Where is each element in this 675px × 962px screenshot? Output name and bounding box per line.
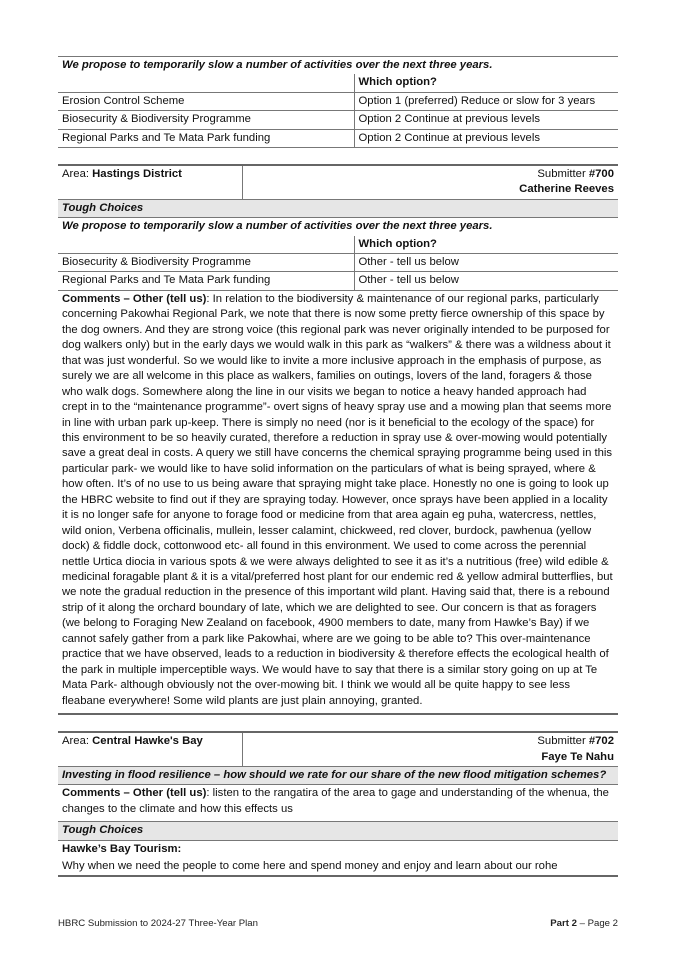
submitter-cell <box>242 732 618 766</box>
submitter-number: #702 <box>588 735 614 748</box>
submitter-cell <box>242 165 618 199</box>
area-name: Hastings District <box>92 168 182 181</box>
submission-header <box>58 165 618 199</box>
selected-option: Option 1 (preferred) Reduce or slow for 3 years <box>354 92 618 110</box>
selected-option: Option 2 Continue at previous levels <box>354 111 618 129</box>
activity-name: Regional Parks and Te Mata Park funding <box>62 274 271 287</box>
which-option-header: Which option? <box>354 236 618 254</box>
proposal-intro: We propose to temporarily slow a number of activities over the next three years. <box>62 59 493 71</box>
area-cell <box>58 732 242 766</box>
tough-choices-heading: Tough Choices <box>62 201 144 214</box>
submitter-label: Submitter <box>537 168 589 181</box>
footer-page: – Page 2 <box>576 918 618 929</box>
selected-option: Other - tell us below <box>354 254 618 272</box>
comments-label: Comments – Other (tell us) <box>62 292 207 305</box>
tough-choices-heading: Tough Choices <box>62 824 144 837</box>
which-option-header: Which option? <box>354 74 618 92</box>
footer-part: Part 2 <box>550 918 577 929</box>
document-page <box>58 56 618 877</box>
submitter-name: Catherine Reeves <box>519 183 614 196</box>
comments-block <box>58 785 618 822</box>
submitter-name: Faye Te Nahu <box>541 750 614 763</box>
comments-block <box>58 290 618 714</box>
activities-table-1 <box>58 56 618 148</box>
table-row <box>58 111 618 129</box>
table-row <box>58 129 618 147</box>
comments-text: : In relation to the biodiversity & maintenance of our regional parks, particularly concerning Pakowhai Regional Park, we note that there is now some pretty fierce ownership of this space by the dog owners. And they are strong voice (this regional park was never originally intended to be purposed for dog walkers only) but in the early days we would walk in this park as “walkers” & there was a wildness about it that was just wonderful. So we would like to invite a more inclusive approach in the emphasis of purpose, as surely we are all welcome in this place as walkers, families on outings, lovers of the land, foragers & those who walk dogs. Somewhere along the line in our visits we began to notice a heavy handed approach had crept in to the “maintenance programme”- overt signs of heavy spray use and a mowing plan that seems more in line with urban park up-keep. There is simply no need (nor is it beneficial to the ecology of the space) for this environment to be so heavily curated, therefore a reduction in spray use & over-mowing would potentially save a great deal in costs. A query we still have concerns the chemical spraying programme being used in this particular park- we would like to have solid information on the particulars of what is being sprayed, where & how often. It’s of no use to us being aware that spraying might take place. Honestly no one is going to look up the HBRC website to find out if they are spraying today. However, once sprays have been applied in a locality it is no longer safe for anyone to forage food or medicine from that area again eg puha, watercress, nettles, wild onion, Verbena officinalis, mullein, lesser calamint, chickweed, red clover, burdock, pawhenua (yellow dock) & fiddle dock, cottonwood etc- all found in this environment. We used to come across the perennial nettle Urtica diocia in various spots & we were always delighted to see it as it’s a nutritious (free) wild edible & medicinal foragable plant & it is a vital/preferred host plant for our endemic red & yellow admiral butterflies, but we note the gradual reduction in the presence of this important wild plant. Having said that, there is a rebound strip of it along the orchard boundary of late, which we are delighted to see. Our concern is that as foragers (we belong to Foraging New Zealand on facebook, 4900 members to date, many from Hawke’s Bay) if we cannot safely gather from a park like Pakowhai, where are we going to be able to? This over-maintenance practice that we have observed, leads to a reduction in biodiversity & therefore effects the ecological health of the park in multiple imperceptible ways. We would have to say that there is a similar story going on up at Te Mata Park- although obviously not the over-mowing bit. I think we would all be quite happy to see less fleabane everywhere! Some wild plants are just plain annoying, granted. <box>62 292 613 707</box>
tourism-heading: Hawke’s Bay Tourism: <box>62 842 182 855</box>
area-name: Central Hawke's Bay <box>92 735 203 748</box>
submission-702 <box>58 731 618 877</box>
submission-700 <box>58 164 618 715</box>
comments-label: Comments – Other (tell us) <box>62 787 207 800</box>
comments-text: : listen to the rangatira of the area to gage and understanding of the whenua, the changes to the climate and how this effects us <box>62 787 609 815</box>
selected-option: Option 2 Continue at previous levels <box>354 129 618 147</box>
table-row <box>58 272 618 290</box>
submitter-number: #700 <box>588 168 614 181</box>
activity-name: Regional Parks and Te Mata Park funding <box>62 131 271 144</box>
area-label: Area: <box>62 168 93 181</box>
activity-name: Biosecurity & Biodiversity Programme <box>62 113 251 126</box>
tourism-text: Why when we need the people to come here and spend money and enjoy and learn about our rohe <box>62 860 558 873</box>
flood-resilience-question: Investing in flood resilience – how should we rate for our share of the new flood mitigation schemes? <box>62 768 607 781</box>
area-cell <box>58 165 242 199</box>
submission-header <box>58 732 618 766</box>
activity-name: Biosecurity & Biodiversity Programme <box>62 256 251 269</box>
submitter-label: Submitter <box>537 735 589 748</box>
selected-option: Other - tell us below <box>354 272 618 290</box>
proposal-intro: We propose to temporarily slow a number of activities over the next three years. <box>62 220 493 233</box>
table-row <box>58 92 618 110</box>
area-label: Area: <box>62 735 93 748</box>
footer-page-number <box>550 918 618 929</box>
table-row <box>58 254 618 272</box>
footer-title: HBRC Submission to 2024-27 Three-Year Plan <box>58 918 258 929</box>
activity-name: Erosion Control Scheme <box>62 94 185 107</box>
